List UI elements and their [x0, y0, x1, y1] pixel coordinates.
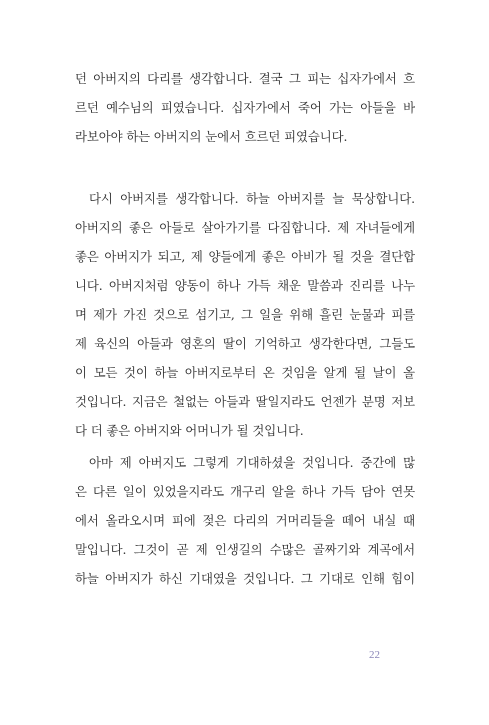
text-line: 아마 제 아버지도 그렇게 기대하셨을 것입니다. 중간에 많: [89, 455, 415, 470]
text-line: 것입니다. 지금은 철없는 아들과 딸일지라도 언젠가 분명 저보: [75, 394, 415, 409]
text-line: 던 아버지의 다리를 생각합니다. 결국 그 피는 십자가에서 흐: [75, 71, 415, 86]
text-line: 좋은 아버지가 되고, 제 양들에게 좋은 아비가 될 것을 결단합: [75, 249, 415, 264]
text-line: 다시 아버지를 생각합니다. 하늘 아버지를 늘 묵상합니다.: [89, 191, 415, 206]
paragraph-3: [75, 448, 415, 593]
paragraph-1: [75, 64, 415, 151]
text-line: 은 다른 일이 있었을지라도 개구리 알을 하나 가득 담아 연못: [75, 484, 415, 499]
text-line: 이 모든 것이 하늘 아버지로부터 온 것임을 알게 될 날이 올: [75, 365, 415, 380]
text-line: 르던 예수님의 피였습니다. 십자가에서 죽어 가는 아들을 바: [75, 100, 415, 115]
text-line: 에서 올라오시며 피에 젖은 다리의 거머리들을 떼어 내실 때: [75, 513, 415, 528]
text-line: 다 더 좋은 아버지와 어머니가 될 것입니다.: [75, 423, 304, 438]
text-line: 며 제가 가진 것으로 섬기고, 그 일을 위해 흘린 눈물과 피를: [75, 307, 415, 322]
text-line: 니다. 아버지처럼 양동이 하나 가득 채운 말씀과 진리를 나누: [75, 278, 415, 293]
text-line: 말입니다. 그것이 곧 제 인생길의 수많은 골짜기와 계곡에서: [75, 542, 415, 557]
text-line: 라보아야 하는 아버지의 눈에서 흐르던 피였습니다.: [75, 129, 348, 144]
paragraph-2: [75, 184, 415, 445]
text-line: 제 육신의 아들과 영혼의 딸이 기억하고 생각한다면, 그들도: [75, 336, 415, 351]
text-line: 아버지의 좋은 아들로 살아가기를 다짐합니다. 제 자녀들에게: [75, 220, 415, 235]
page-number: 22: [369, 649, 380, 661]
text-line: 하늘 아버지가 하신 기대였을 것입니다. 그 기대로 인해 힘이: [75, 571, 415, 586]
